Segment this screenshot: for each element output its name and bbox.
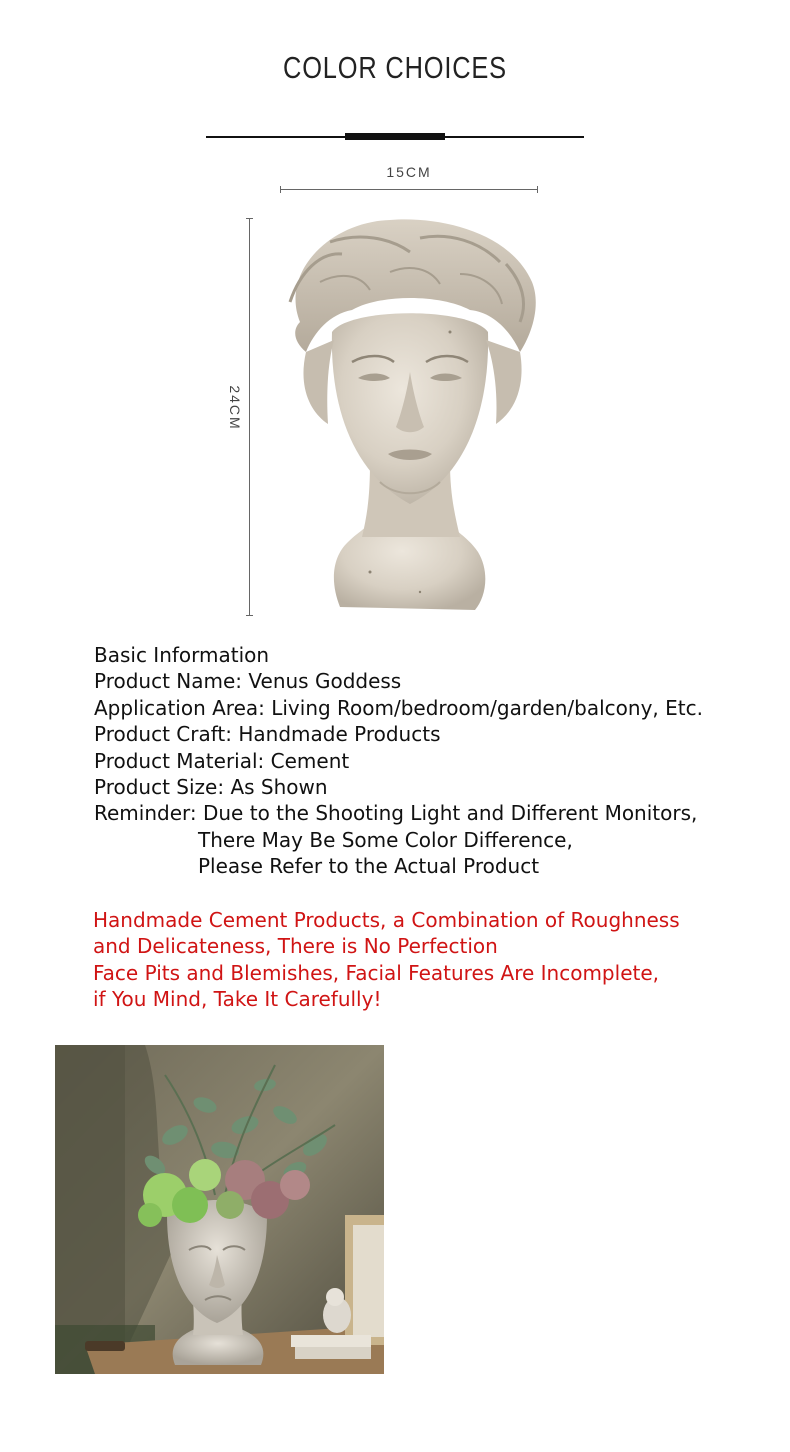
basic-information-block bbox=[94, 642, 754, 880]
info-line-reminder-cont-1: There May Be Some Color Difference, bbox=[198, 827, 573, 852]
title-divider-accent bbox=[345, 133, 445, 140]
warning-line: if You Mind, Take It Carefully! bbox=[93, 987, 382, 1012]
info-line-product-size: Product Size: As Shown bbox=[94, 775, 328, 800]
height-dimension-label: 24CM bbox=[227, 385, 243, 431]
width-dimension-line bbox=[280, 189, 538, 190]
info-line-reminder: Reminder: Due to the Shooting Light and Different Monitors, bbox=[94, 801, 698, 826]
info-line-heading: Basic Information bbox=[94, 643, 270, 667]
info-line-reminder-cont-2: Please Refer to the Actual Product bbox=[198, 854, 540, 879]
height-dimension-line bbox=[249, 218, 250, 616]
warning-line: and Delicateness, There is No Perfection bbox=[93, 934, 498, 959]
width-dimension-label: 15CM bbox=[386, 164, 432, 180]
info-line-product-material: Product Material: Cement bbox=[94, 748, 350, 773]
info-line-application-area: Application Area: Living Room/bedroom/garden/balcony, Etc. bbox=[94, 695, 703, 720]
info-line-product-craft: Product Craft: Handmade Products bbox=[94, 722, 441, 747]
section-title: COLOR CHOICES bbox=[283, 50, 507, 85]
info-line-product-name: Product Name: Venus Goddess bbox=[94, 669, 402, 694]
warning-line: Face Pits and Blemishes, Facial Features Are Incomplete, bbox=[93, 960, 659, 985]
planter-lifestyle-photo bbox=[55, 1045, 384, 1374]
venus-statue-image bbox=[270, 212, 550, 622]
warning-line: Handmade Cement Products, a Combination of Roughness bbox=[93, 908, 680, 932]
handmade-warning-block bbox=[93, 907, 753, 1013]
